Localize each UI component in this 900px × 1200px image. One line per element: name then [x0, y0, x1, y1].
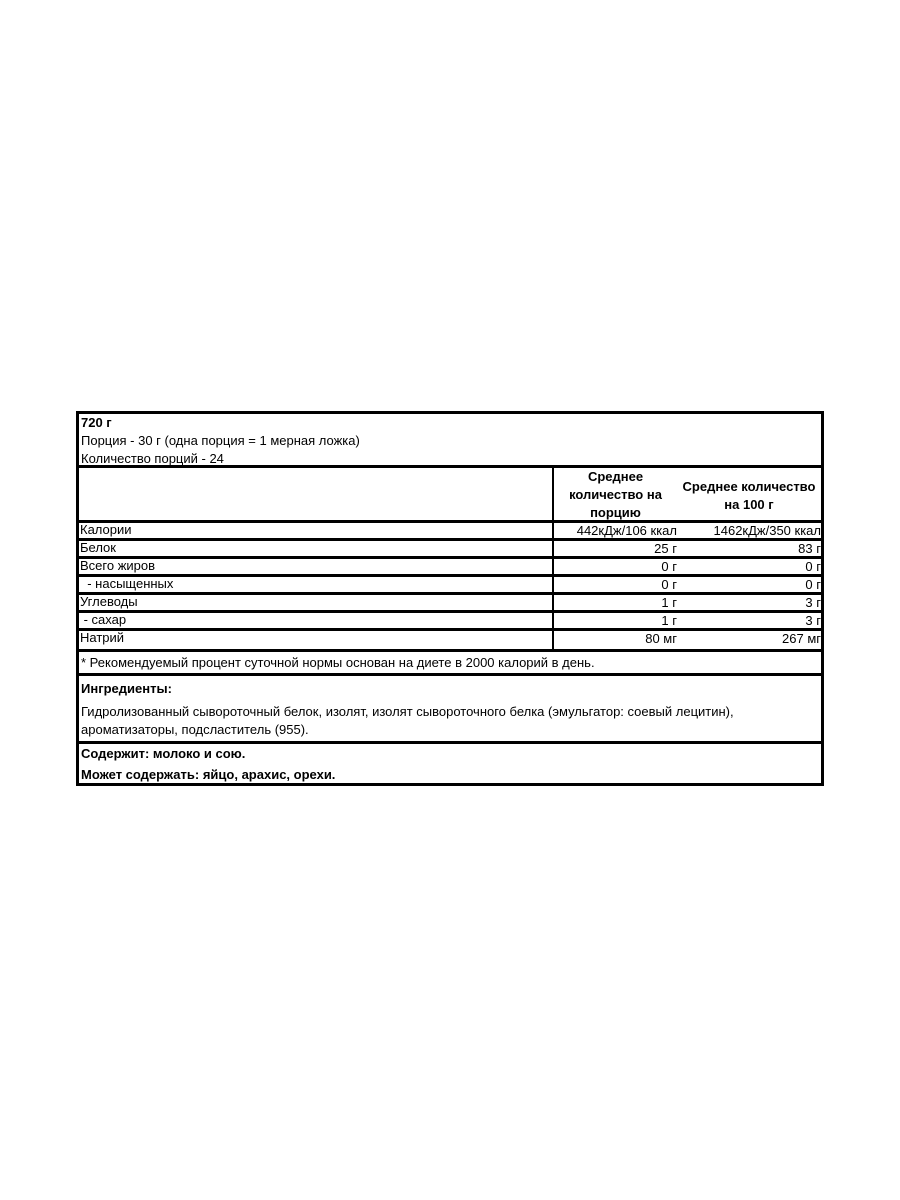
net-weight: 720 г: [81, 415, 112, 430]
nutrient-name: - сахар: [79, 613, 554, 628]
nutrient-per-serving: 80 мг: [645, 631, 677, 646]
ingredients-text: Гидролизованный сывороточный белок, изолят, изолят сывороточного белка (эмульгатор: соевый лецитин), ароматизаторы, подсластитель (955).: [81, 704, 734, 737]
nutrient-per-100g: 3 г: [805, 595, 821, 610]
nutrition-row: [79, 577, 821, 595]
daily-value-footnote: * Рекомендуемый процент суточной нормы основан на диете в 2000 калорий в день.: [79, 652, 821, 676]
nutrient-per-100g: 0 г: [805, 559, 821, 574]
nutrient-per-serving: 0 г: [661, 577, 677, 592]
label-header: [79, 414, 821, 468]
nutrition-row: [79, 523, 821, 541]
nutrient-name: Белок: [79, 541, 554, 556]
nutrient-name: Калории: [79, 523, 554, 538]
column-header-name: [79, 468, 554, 520]
nutrition-row: [79, 541, 821, 559]
nutrient-name: - насыщенных: [79, 577, 554, 592]
nutrient-per-100g: 0 г: [805, 577, 821, 592]
nutrient-per-serving: 442кДж/106 ккал: [576, 523, 677, 538]
nutrient-per-serving: 1 г: [661, 613, 677, 628]
ingredients-section: [79, 676, 821, 744]
nutrition-row: [79, 631, 821, 652]
serving-size: Порция - 30 г (одна порция = 1 мерная ложка): [81, 433, 360, 448]
nutrient-per-100g: 3 г: [805, 613, 821, 628]
nutrient-per-100g: 83 г: [798, 541, 821, 556]
allergens-contains: Содержит: молоко и сою.: [81, 746, 246, 761]
allergens-may-contain: Может содержать: яйцо, арахис, орехи.: [81, 767, 336, 782]
nutrient-per-100g: 1462кДж/350 ккал: [713, 523, 821, 538]
nutrient-per-serving: 25 г: [654, 541, 677, 556]
ingredients-title: Ингредиенты:: [81, 681, 172, 696]
nutrient-name: Углеводы: [79, 595, 554, 610]
nutrition-row: [79, 613, 821, 631]
column-header-per-serving: Среднее количество на порцию: [569, 469, 662, 520]
column-headers: [79, 468, 821, 523]
nutrition-row: [79, 595, 821, 613]
nutrient-per-serving: 1 г: [661, 595, 677, 610]
nutrient-name: Натрий: [79, 631, 554, 649]
column-header-per-100g: Среднее количество на 100 г: [682, 479, 816, 512]
nutrient-per-serving: 0 г: [661, 559, 677, 574]
nutrition-row: [79, 559, 821, 577]
nutrient-per-100g: 267 мг: [782, 631, 821, 646]
allergens-section: [79, 744, 821, 786]
servings-count: Количество порций - 24: [81, 451, 224, 466]
nutrient-name: Всего жиров: [79, 559, 554, 574]
nutrition-label: [76, 411, 824, 786]
